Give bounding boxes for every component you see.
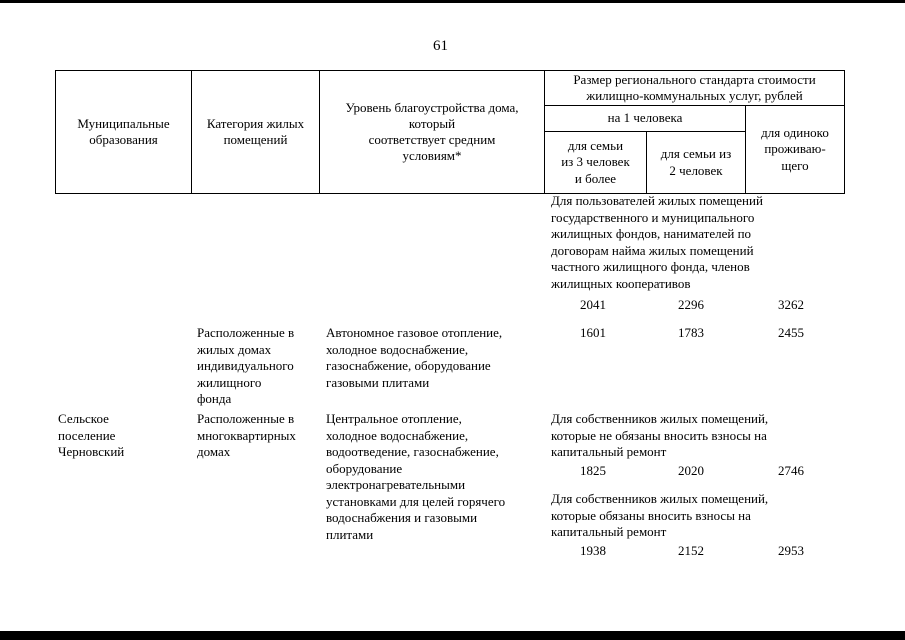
group3b-label: Для собственников жилых помещений, которые обязаны вносить взносы на капитальный ремонт [551, 491, 769, 539]
group3b-value-single: 2953 [778, 543, 804, 558]
page-top-edge [0, 0, 905, 3]
row2-value-family3: 1601 [580, 325, 606, 340]
header-family-2: для семьи из 2 человек [646, 131, 746, 194]
header-family-3: для семьи из 3 человек и более [544, 131, 647, 194]
page-number: 61 [433, 38, 448, 54]
row2-value-single: 2455 [778, 325, 804, 340]
row3-municipality: Сельское поселение Черновский [58, 411, 125, 459]
row2-level: Автономное газовое отопление, холодное водоснабжение, газоснабжение, оборудование газовыми плитами [326, 325, 503, 390]
header-standard: Размер регионального стандарта стоимости жилищно-коммунальных услуг, рублей [544, 70, 845, 106]
row2-value-family2: 1783 [678, 325, 704, 340]
header-category: Категория жилых помещений [191, 70, 320, 194]
row3-category: Расположенные в многоквартирных домах [197, 411, 296, 459]
group1-value-family2: 2296 [678, 297, 704, 312]
group1-value-single: 3262 [778, 297, 804, 312]
group1-label: Для пользователей жилых помещений государственного и муниципального жилищных фондов, нанимателей по договорам найма жилых помещений частного жилищного фонда, членов жилищных кооперативов [551, 193, 763, 291]
group3a-label: Для собственников жилых помещений, которые не обязаны вносить взносы на капитальный ремонт [551, 411, 769, 459]
row2-category: Расположенные в жилых домах индивидуального жилищного фонда [197, 325, 295, 406]
row3-level: Центральное отопление, холодное водоснабжение, водоотведение, газоснабжение, оборудование электронагревательными установками для целей горячего водоснабжения и газовыми плитами [326, 411, 506, 542]
group3a-value-family2: 2020 [678, 463, 704, 478]
page-bottom-edge [0, 631, 905, 640]
group1-value-family3: 2041 [580, 297, 606, 312]
header-municipality: Муниципальные образования [55, 70, 192, 194]
header-level: Уровень благоустройства дома, который соответствует средним условиям* [319, 70, 545, 194]
header-single: для одиноко проживаю- щего [745, 105, 845, 194]
group3b-value-family2: 2152 [678, 543, 704, 558]
group3a-value-family3: 1825 [580, 463, 606, 478]
group3a-value-single: 2746 [778, 463, 804, 478]
group3b-value-family3: 1938 [580, 543, 606, 558]
header-per-person: на 1 человека [544, 105, 746, 132]
